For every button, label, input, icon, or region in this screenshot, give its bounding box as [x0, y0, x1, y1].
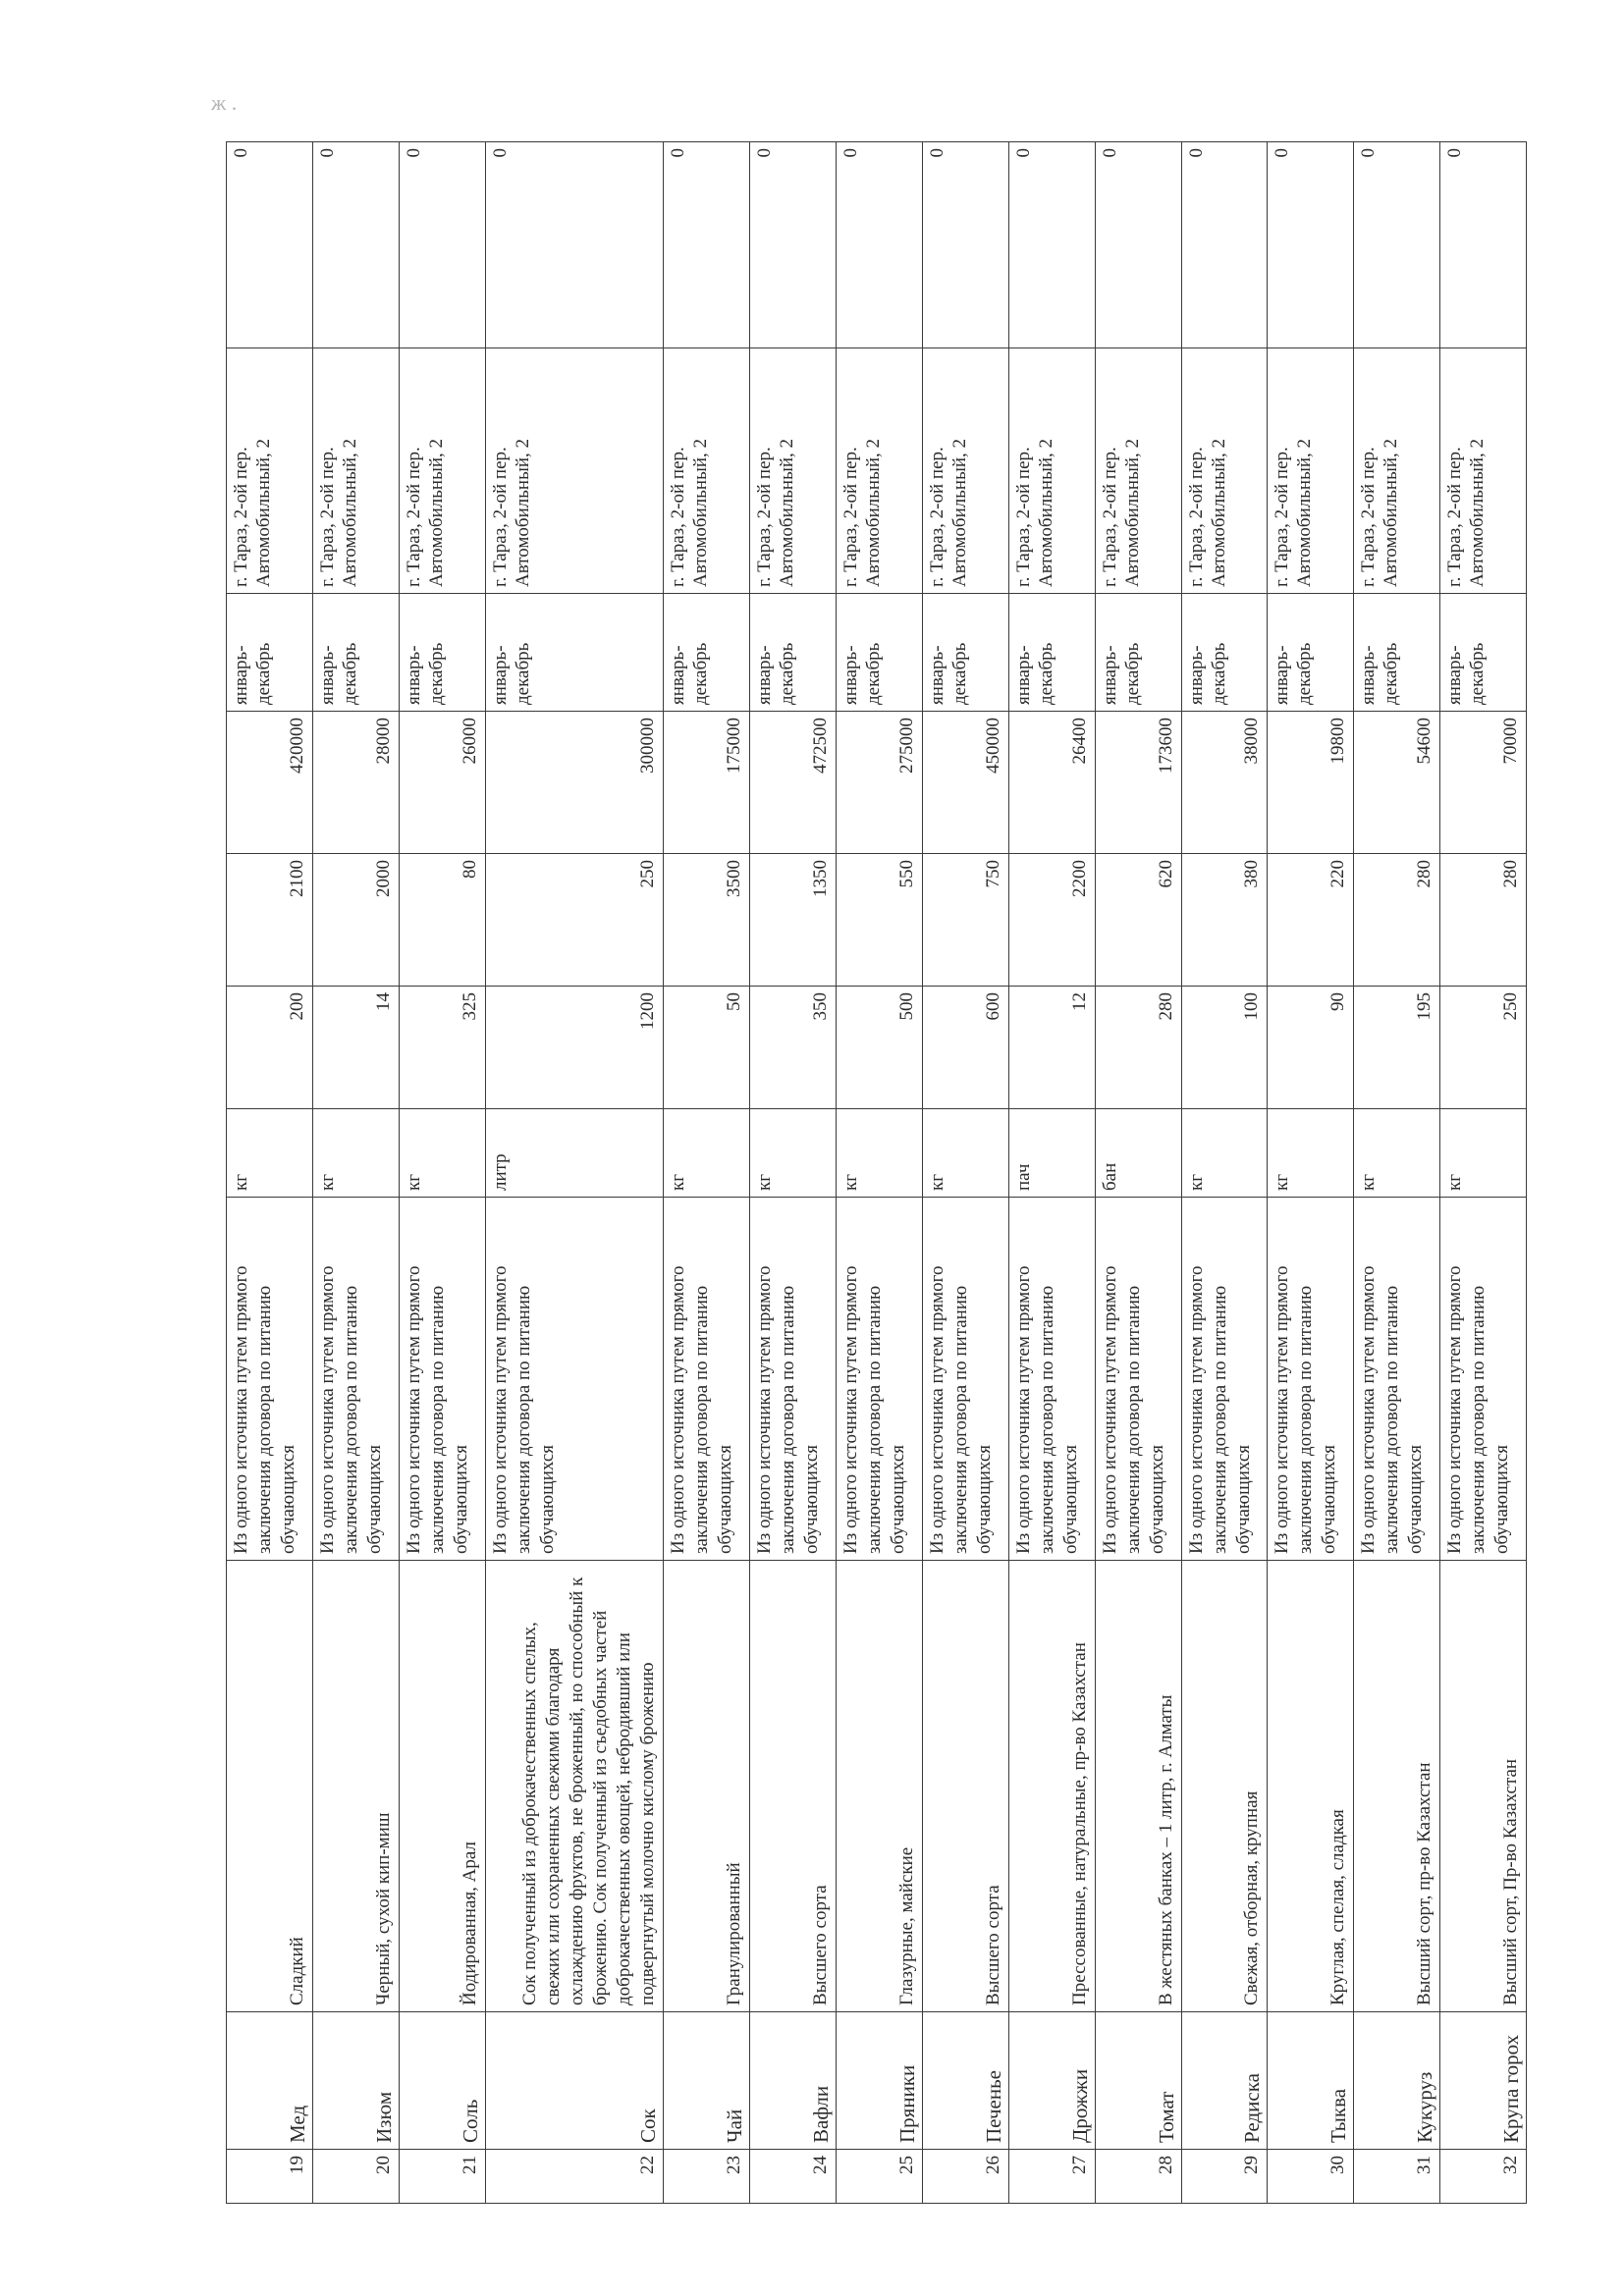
procurement-method: Из одного источника путем прямого заключения договора по питанию обучающихся [1095, 1198, 1181, 1561]
delivery-place: г. Тараз, 2-ой пер. Автомобильный, 2 [664, 348, 750, 594]
delivery-period: январь-декабрь [750, 594, 837, 712]
unit: кг [1268, 1109, 1354, 1198]
unit: кг [227, 1109, 313, 1198]
quantity: 12 [1008, 987, 1095, 1109]
total-sum: 26000 [399, 712, 485, 854]
unit-price: 250 [485, 854, 664, 987]
product-description: Высший сорт, Пр-во Казахстан [1440, 1561, 1527, 2012]
unit: кг [1354, 1109, 1440, 1198]
total-sum: 472500 [750, 712, 837, 854]
product-name: Дрожжи [1008, 2012, 1095, 2150]
delivery-place: г. Тараз, 2-ой пер. Автомобильный, 2 [485, 348, 664, 594]
row-number: 28 [1095, 2150, 1181, 2204]
unit-price: 550 [837, 854, 923, 987]
table-row [227, 142, 313, 2204]
product-name: Кукуруз [1354, 2012, 1440, 2150]
row-number: 27 [1008, 2150, 1095, 2204]
unit-price: 1350 [750, 854, 837, 987]
row-number: 32 [1440, 2150, 1527, 2204]
unit-price: 2000 [312, 854, 399, 987]
table-row [1268, 142, 1354, 2204]
delivery-period: январь-декабрь [485, 594, 664, 712]
total-sum: 70000 [1440, 712, 1527, 854]
row-number: 25 [837, 2150, 923, 2204]
delivery-period: январь-декабрь [922, 594, 1008, 712]
quantity: 50 [664, 987, 750, 1109]
delivery-period: январь-декабрь [1268, 594, 1354, 712]
unit: кг [922, 1109, 1008, 1198]
total-sum: 450000 [922, 712, 1008, 854]
row-number: 26 [922, 2150, 1008, 2204]
delivery-place: г. Тараз, 2-ой пер. Автомобильный, 2 [1268, 348, 1354, 594]
unit: кг [1440, 1109, 1527, 1198]
product-name: Мед [227, 2012, 313, 2150]
unit: кг [750, 1109, 837, 1198]
delivery-period: январь-декабрь [1008, 594, 1095, 712]
quantity: 350 [750, 987, 837, 1109]
prepayment-value: 0 [399, 142, 485, 348]
delivery-period: январь-декабрь [664, 594, 750, 712]
unit-price: 620 [1095, 854, 1181, 987]
delivery-place: г. Тараз, 2-ой пер. Автомобильный, 2 [312, 348, 399, 594]
product-name: Томат [1095, 2012, 1181, 2150]
unit: кг [837, 1109, 923, 1198]
prepayment-value: 0 [664, 142, 750, 348]
product-description: Прессованные, натуральные, пр-во Казахстан [1008, 1561, 1095, 2012]
delivery-place: г. Тараз, 2-ой пер. Автомобильный, 2 [1095, 348, 1181, 594]
procurement-method: Из одного источника путем прямого заключения договора по питанию обучающихся [1354, 1198, 1440, 1561]
prepayment-value: 0 [1268, 142, 1354, 348]
product-description: Черный, сухой кип-миш [312, 1561, 399, 2012]
unit-price: 380 [1181, 854, 1268, 987]
delivery-period: январь-декабрь [1095, 594, 1181, 712]
procurement-method: Из одного источника путем прямого заключения договора по питанию обучающихся [837, 1198, 923, 1561]
unit: кг [312, 1109, 399, 1198]
quantity: 325 [399, 987, 485, 1109]
procurement-table [226, 141, 1527, 2204]
quantity: 14 [312, 987, 399, 1109]
row-number: 20 [312, 2150, 399, 2204]
prepayment-value: 0 [485, 142, 664, 348]
total-sum: 173600 [1095, 712, 1181, 854]
procurement-method: Из одного источника путем прямого заключения договора по питанию обучающихся [922, 1198, 1008, 1561]
unit-price: 280 [1440, 854, 1527, 987]
table-row [1181, 142, 1268, 2204]
unit: кг [399, 1109, 485, 1198]
product-name: Тыква [1268, 2012, 1354, 2150]
quantity: 250 [1440, 987, 1527, 1109]
row-number: 31 [1354, 2150, 1440, 2204]
procurement-method: Из одного источника путем прямого заключения договора по питанию обучающихся [485, 1198, 664, 1561]
delivery-period: январь-декабрь [312, 594, 399, 712]
table-row [1440, 142, 1527, 2204]
prepayment-value: 0 [1095, 142, 1181, 348]
procurement-method: Из одного источника путем прямого заключения договора по питанию обучающихся [227, 1198, 313, 1561]
prepayment-value: 0 [1354, 142, 1440, 348]
delivery-place: г. Тараз, 2-ой пер. Автомобильный, 2 [750, 348, 837, 594]
delivery-place: г. Тараз, 2-ой пер. Автомобильный, 2 [837, 348, 923, 594]
table-row [1095, 142, 1181, 2204]
product-name: Вафли [750, 2012, 837, 2150]
total-sum: 19800 [1268, 712, 1354, 854]
row-number: 24 [750, 2150, 837, 2204]
product-description: Высший сорт, пр-во Казахстан [1354, 1561, 1440, 2012]
delivery-period: январь-декабрь [1354, 594, 1440, 712]
product-name: Печенье [922, 2012, 1008, 2150]
product-description: Круглая, спелая, сладкая [1268, 1561, 1354, 2012]
unit-price: 2200 [1008, 854, 1095, 987]
procurement-method: Из одного источника путем прямого заключения договора по питанию обучающихся [1008, 1198, 1095, 1561]
table-row [1354, 142, 1440, 2204]
table-row [485, 142, 664, 2204]
procurement-method: Из одного источника путем прямого заключения договора по питанию обучающихся [750, 1198, 837, 1561]
table-row [399, 142, 485, 2204]
table-row [750, 142, 837, 2204]
delivery-period: январь-декабрь [1181, 594, 1268, 712]
delivery-period: январь-декабрь [837, 594, 923, 712]
delivery-place: г. Тараз, 2-ой пер. Автомобильный, 2 [922, 348, 1008, 594]
product-description: Высшего сорта [750, 1561, 837, 2012]
rotated-page [226, 142, 1527, 2204]
unit: кг [1181, 1109, 1268, 1198]
total-sum: 54600 [1354, 712, 1440, 854]
delivery-place: г. Тараз, 2-ой пер. Автомобильный, 2 [1354, 348, 1440, 594]
scan-mark: ж . [211, 90, 238, 115]
table-row [922, 142, 1008, 2204]
quantity: 100 [1181, 987, 1268, 1109]
product-name: Редиска [1181, 2012, 1268, 2150]
prepayment-value: 0 [1181, 142, 1268, 348]
product-description: Гранулированный [664, 1561, 750, 2012]
procurement-method: Из одного источника путем прямого заключения договора по питанию обучающихся [312, 1198, 399, 1561]
product-name: Сок [485, 2012, 664, 2150]
delivery-place: г. Тараз, 2-ой пер. Автомобильный, 2 [1440, 348, 1527, 594]
prepayment-value: 0 [312, 142, 399, 348]
product-name: Пряники [837, 2012, 923, 2150]
prepayment-value: 0 [227, 142, 313, 348]
prepayment-value: 0 [837, 142, 923, 348]
product-name: Соль [399, 2012, 485, 2150]
product-name: Чай [664, 2012, 750, 2150]
row-number: 23 [664, 2150, 750, 2204]
row-number: 21 [399, 2150, 485, 2204]
table-row [664, 142, 750, 2204]
product-name: Крупа горох [1440, 2012, 1527, 2150]
procurement-method: Из одного источника путем прямого заключения договора по питанию обучающихся [399, 1198, 485, 1561]
table-row [312, 142, 399, 2204]
prepayment-value: 0 [1440, 142, 1527, 348]
unit-price: 2100 [227, 854, 313, 987]
product-description: Глазурные, майские [837, 1561, 923, 2012]
unit-price: 80 [399, 854, 485, 987]
row-number: 29 [1181, 2150, 1268, 2204]
delivery-period: январь-декабрь [1440, 594, 1527, 712]
delivery-place: г. Тараз, 2-ой пер. Автомобильный, 2 [399, 348, 485, 594]
procurement-method: Из одного источника путем прямого заключения договора по питанию обучающихся [1440, 1198, 1527, 1561]
delivery-place: г. Тараз, 2-ой пер. Автомобильный, 2 [1181, 348, 1268, 594]
unit: кг [664, 1109, 750, 1198]
row-number: 19 [227, 2150, 313, 2204]
table-body [227, 142, 1527, 2204]
procurement-method: Из одного источника путем прямого заключения договора по питанию обучающихся [664, 1198, 750, 1561]
total-sum: 38000 [1181, 712, 1268, 854]
total-sum: 26400 [1008, 712, 1095, 854]
product-description: Йодированная, Арал [399, 1561, 485, 2012]
unit: пач [1008, 1109, 1095, 1198]
quantity: 280 [1095, 987, 1181, 1109]
prepayment-value: 0 [750, 142, 837, 348]
prepayment-value: 0 [1008, 142, 1095, 348]
table-row [1008, 142, 1095, 2204]
total-sum: 175000 [664, 712, 750, 854]
quantity: 500 [837, 987, 923, 1109]
row-number: 30 [1268, 2150, 1354, 2204]
delivery-place: г. Тараз, 2-ой пер. Автомобильный, 2 [1008, 348, 1095, 594]
quantity: 600 [922, 987, 1008, 1109]
delivery-period: январь-декабрь [227, 594, 313, 712]
unit-price: 280 [1354, 854, 1440, 987]
procurement-method: Из одного источника путем прямого заключения договора по питанию обучающихся [1181, 1198, 1268, 1561]
quantity: 1200 [485, 987, 664, 1109]
unit: литр [485, 1109, 664, 1198]
product-description: Свежая, отборная, крупная [1181, 1561, 1268, 2012]
total-sum: 420000 [227, 712, 313, 854]
product-description: В жестяных банках – 1 литр, г. Алматы [1095, 1561, 1181, 2012]
product-description: Сок полученный из доброкачественных спелых, свежих или сохраненных свежими благодаря охлаждению фруктов, не броженный, но способный к брожению. Сок полученный из съедобных частей доброкачественных овощей, небродивший или подвергнутый молочно кислому брожению [485, 1561, 664, 2012]
unit-price: 220 [1268, 854, 1354, 987]
total-sum: 300000 [485, 712, 664, 854]
quantity: 200 [227, 987, 313, 1109]
table-row [837, 142, 923, 2204]
procurement-method: Из одного источника путем прямого заключения договора по питанию обучающихся [1268, 1198, 1354, 1561]
total-sum: 28000 [312, 712, 399, 854]
row-number: 22 [485, 2150, 664, 2204]
prepayment-value: 0 [922, 142, 1008, 348]
quantity: 195 [1354, 987, 1440, 1109]
product-name: Изюм [312, 2012, 399, 2150]
unit-price: 3500 [664, 854, 750, 987]
total-sum: 275000 [837, 712, 923, 854]
delivery-period: январь-декабрь [399, 594, 485, 712]
unit: бан [1095, 1109, 1181, 1198]
unit-price: 750 [922, 854, 1008, 987]
quantity: 90 [1268, 987, 1354, 1109]
product-description: Высшего сорта [922, 1561, 1008, 2012]
product-description: Сладкий [227, 1561, 313, 2012]
delivery-place: г. Тараз, 2-ой пер. Автомобильный, 2 [227, 348, 313, 594]
